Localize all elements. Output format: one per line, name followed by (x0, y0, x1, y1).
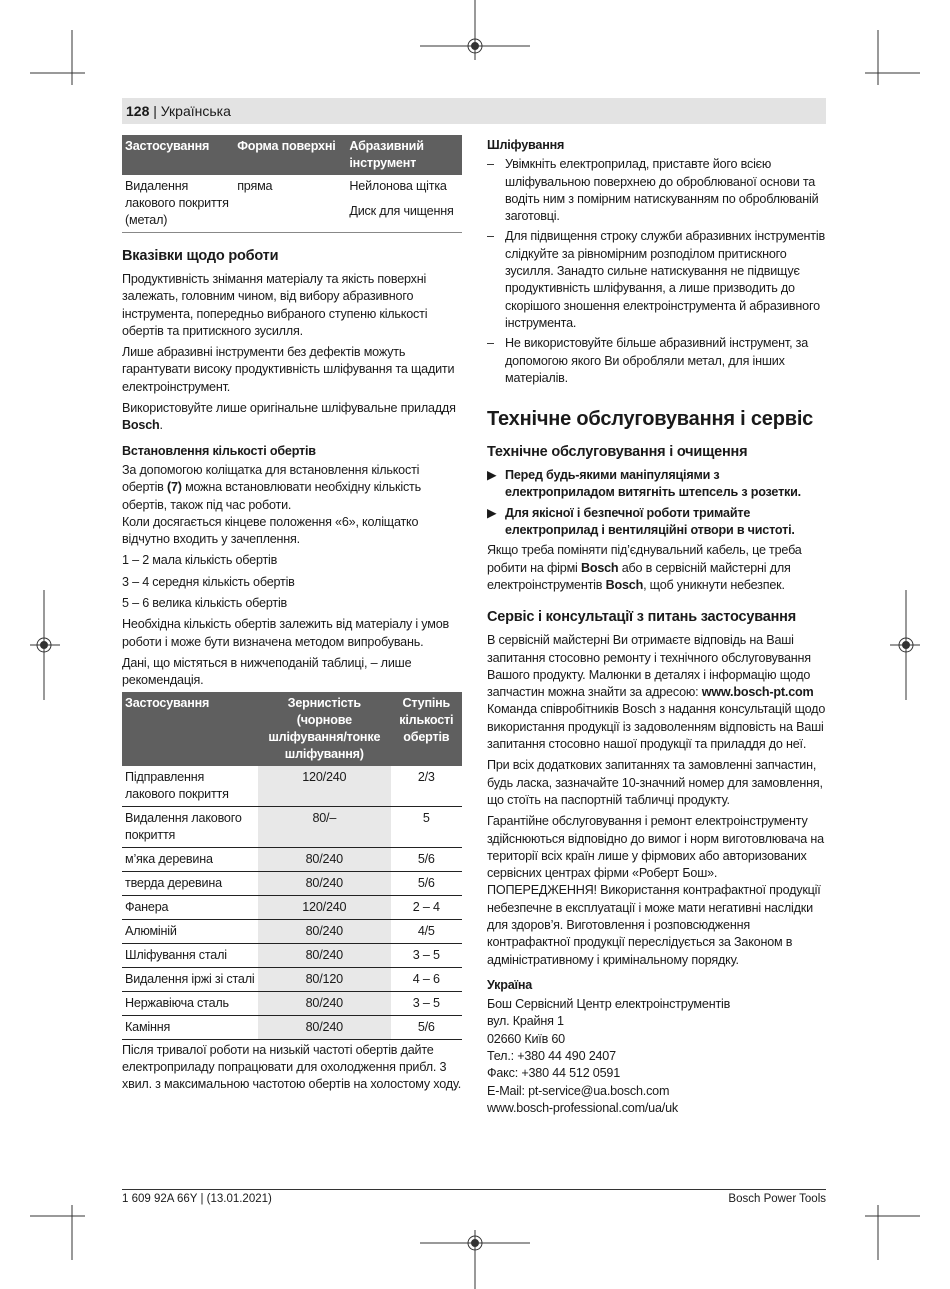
table-cell: Підправлення лакового покриття (122, 766, 258, 807)
cell: Видалення лакового покриття (метал) (125, 179, 229, 227)
text: Увімкніть електроприлад, приставте його всією шліфувальною поверхнею до оброблюваної основи та водіть ним з помірним натискуванням по оброблюваній заготовці. (505, 157, 819, 224)
table-cell: 4/5 (391, 919, 462, 943)
paragraph (487, 632, 827, 753)
table-row (122, 967, 462, 991)
accessory-table (122, 135, 462, 233)
section-heading: Сервіс і консультації з питань застосування (487, 609, 796, 626)
text: Bosch (605, 577, 644, 592)
table-row (122, 991, 462, 1015)
table-cell: Фанера (122, 895, 258, 919)
doc-number: 1 609 92A 66Y | (13.01.2021) (122, 1193, 272, 1205)
page-number: 128 (126, 103, 150, 119)
level-item: 5 – 6 велика кількість обертів (122, 596, 288, 611)
language-label: Українська (160, 103, 231, 119)
table-row (122, 943, 462, 967)
table-cell: 120/240 (258, 766, 391, 807)
text: За допомогою коліщатка для встановлення кількості обертів (122, 462, 420, 495)
table-cell: 2 – 4 (391, 895, 462, 919)
website-link[interactable]: www.bosch-pt.com (701, 685, 814, 700)
text: Перед будь-якими маніпуляціями з електроприладом витягніть штепсель з розетки. (505, 468, 801, 500)
table-row (122, 847, 462, 871)
warning-item (487, 505, 827, 540)
level-item: 1 – 2 мала кількість обертів (122, 553, 278, 568)
paragraph (487, 542, 827, 594)
warning-list (487, 467, 827, 539)
paragraph: Продуктивність знімання матеріалу та якість поверхні залежать, головним чином, від вибору абразивного інструмента, попередньо вибраного ступеню кількості обертів та притискного зусилля. (122, 272, 428, 338)
table-row (122, 1015, 462, 1039)
table-cell: 80/240 (258, 847, 391, 871)
table-cell: Видалення іржі зі сталі (122, 967, 258, 991)
paragraph: При всіх додаткових запитаннях та замовленні запчастин, будь ласка, зазначайте 10‑значний номер для замовлення, що стоїть на паспортній табличці продукту. (487, 758, 823, 807)
section-title: Технічне обслуговування і сервіс (487, 408, 814, 431)
paragraph: Лише абразивні інструменти без дефектів можуть гарантувати високу продуктивність шліфування та щадити електроінструмент. (122, 345, 455, 394)
right-column (487, 137, 827, 1117)
text: , щоб уникнути небезпек. (643, 577, 785, 592)
sanding-list (487, 156, 827, 387)
th-speed: Ступінь кількості обертів (391, 692, 462, 766)
th-application: Застосування (122, 135, 234, 175)
phone: Тел.: +380 44 490 2407 (487, 1049, 616, 1064)
list-item: – Не використовуйте більше абразивний інструмент, за допомогою якого Ви обробляли метал, для інших матеріалів. (487, 336, 809, 385)
table-row (122, 806, 462, 847)
text: Команда співробітників Bosch з надання консультацій щодо використання продукції із задоволенням відповість на Ваші запитання стосовно нашої продукції та приладдя до неї. (487, 702, 826, 752)
email[interactable]: E-Mail: pt-service@ua.bosch.com (487, 1083, 670, 1098)
paragraph: Необхідна кількість обертів залежить від матеріалу і умов роботи і може бути визначена методом випробувань. (122, 617, 449, 649)
text: Не використовуйте більше абразивний інструмент, за допомогою якого Ви обробляли метал, для інших матеріалів. (505, 336, 809, 385)
list-item: – Для підвищення строку служби абразивних інструментів слідкуйте за рівномірним розподілом притискного зусилля. Занадто сильне натискування не підвищує продуктивність шліфування, а лише призводить до скорішого зношення електроінструмента й абразивного інструмента. (487, 229, 825, 330)
tool-item: Диск для чищення (349, 204, 454, 218)
table-row (122, 919, 462, 943)
table-cell: 4 – 6 (391, 967, 462, 991)
table-cell: м’яка деревина (122, 847, 258, 871)
table-cell: 80/240 (258, 991, 391, 1015)
table-cell: Шліфування сталі (122, 943, 258, 967)
text: (7) (166, 480, 182, 495)
table-row (122, 895, 462, 919)
text: Використовуйте лише оригінальне шліфувальне приладдя (122, 401, 456, 416)
warning-item (487, 467, 827, 502)
table-cell: 80/240 (258, 871, 391, 895)
paragraph (122, 462, 462, 514)
cell: пряма (237, 179, 273, 193)
th-grit: Зернистість (чорнове шліфування/тонке шліфування) (258, 692, 391, 766)
th-tool: Абразивний інструмент (346, 135, 462, 175)
th-application: Застосування (122, 692, 258, 766)
paragraph: Гарантійне обслуговування і ремонт електроінструменту здійснюються відповідно до вимог і норм виготовлювача на території всіх країн лише у фірмових або авторизованих сервісних центрах фірми «Роберт Бош». ПОПЕРЕДЖЕННЯ! Використання контрафактної продукції небезпечне в експлуатації і може мати негативні наслідки для здоров’я. Виготовлення і розповсюдження контрафактної продукції переслідується за Законом в адміністративному і кримінальному порядку. (487, 814, 824, 967)
table-cell: 80/240 (258, 919, 391, 943)
text: або в сервісній майстерні для електроінструментів (487, 560, 791, 592)
subheading: Шліфування (487, 138, 565, 152)
speed-table (122, 692, 462, 1040)
address-line: вул. Крайня 1 (487, 1014, 564, 1029)
cell (346, 175, 462, 233)
table-cell: тверда деревина (122, 871, 258, 895)
brand-label: Bosch Power Tools (728, 1193, 826, 1205)
paragraph: Після тривалої роботи на низькій частоті обертів дайте електроприладу попрацювати для охолодження прибл. 3 хвил. з максимальною частотою обертів на холостому ходу. (122, 1042, 462, 1092)
table-cell: 2/3 (391, 766, 462, 807)
text: . (159, 418, 163, 433)
text: Bosch (580, 560, 619, 575)
table-cell: Каміння (122, 1015, 258, 1039)
table-cell: 3 – 5 (391, 943, 462, 967)
address-line: 02660 Київ 60 (487, 1031, 565, 1046)
table-cell: 5/6 (391, 847, 462, 871)
list-item: – Увімкніть електроприлад, приставте його всією шліфувальною поверхнею до оброблюваної основи та водіть ним з помірним натискуванням по оброблюваній заготовці. (487, 157, 819, 224)
left-column (122, 135, 462, 1097)
page-header: 128 | Українська (122, 98, 826, 124)
table-row (122, 871, 462, 895)
text: В сервісній майстерні Ви отримаєте відповідь на Ваші запитання стосовно ремонту і технічного обслуговування Вашого продукту. Малюнки в деталях і інформацію щодо запчастин можна знайти за адресою: (487, 633, 811, 700)
table-cell: 80/– (258, 806, 391, 847)
text: можна встановлювати необхідну кількість обертів, також під час роботи. (122, 480, 421, 512)
section-heading: Вказівки щодо роботи (122, 248, 279, 264)
website-link[interactable]: www.bosch-professional.com/ua/uk (487, 1100, 678, 1115)
text: Для підвищення строку служби абразивних інструментів слідкуйте за рівномірним розподілом притискного зусилля. Занадто сильне натискування не підвищує продуктивність шліфування, а лише призводить до скорішого зношення електроінструмента й абразивного інструмента. (505, 229, 825, 330)
table-cell: 3 – 5 (391, 991, 462, 1015)
address-line: Бош Сервісний Центр електроінструментів (487, 997, 731, 1012)
text: Для якісної і безпечної роботи тримайте електроприлад і вентиляційні отвори в чистоті. (505, 505, 795, 538)
paragraph: Коли досягається кінцеве положення «6», коліщатко відчутно входить у зачеплення. (122, 514, 419, 547)
table-cell: 80/240 (258, 943, 391, 967)
tool-item: Нейлонова щітка (349, 179, 447, 193)
section-heading: Технічне обслуговування і очищення (487, 444, 748, 461)
table-cell: 5 (391, 806, 462, 847)
fax: Факс: +380 44 512 0591 (487, 1066, 621, 1081)
page-footer (122, 1189, 826, 1205)
table-cell: Видалення лакового покриття (122, 806, 258, 847)
table-cell: 5/6 (391, 1015, 462, 1039)
arrow-icon: ▶ (487, 505, 497, 520)
country-heading: Україна (487, 977, 533, 992)
table-cell: Алюміній (122, 919, 258, 943)
level-item: 3 – 4 середня кількість обертів (122, 574, 295, 589)
table-cell: 120/240 (258, 895, 391, 919)
arrow-icon: ▶ (487, 468, 497, 483)
paragraph (122, 400, 462, 435)
table-cell: 80/240 (258, 1015, 391, 1039)
subheading: Встановлення кількості обертів (122, 443, 316, 458)
table-row (122, 766, 462, 807)
text: Bosch (122, 418, 160, 433)
address-block (487, 996, 827, 1117)
table-cell: Нержавіюча сталь (122, 991, 258, 1015)
table-cell: 5/6 (391, 871, 462, 895)
text: Якщо треба поміняти під’єднувальний кабель, це треба робити на фірмі (487, 543, 802, 575)
table-cell: 80/120 (258, 967, 391, 991)
paragraph: Дані, що містяться в нижчеподаній таблиці, – лише рекомендація. (122, 655, 412, 688)
th-surface: Форма поверхні (234, 135, 346, 175)
